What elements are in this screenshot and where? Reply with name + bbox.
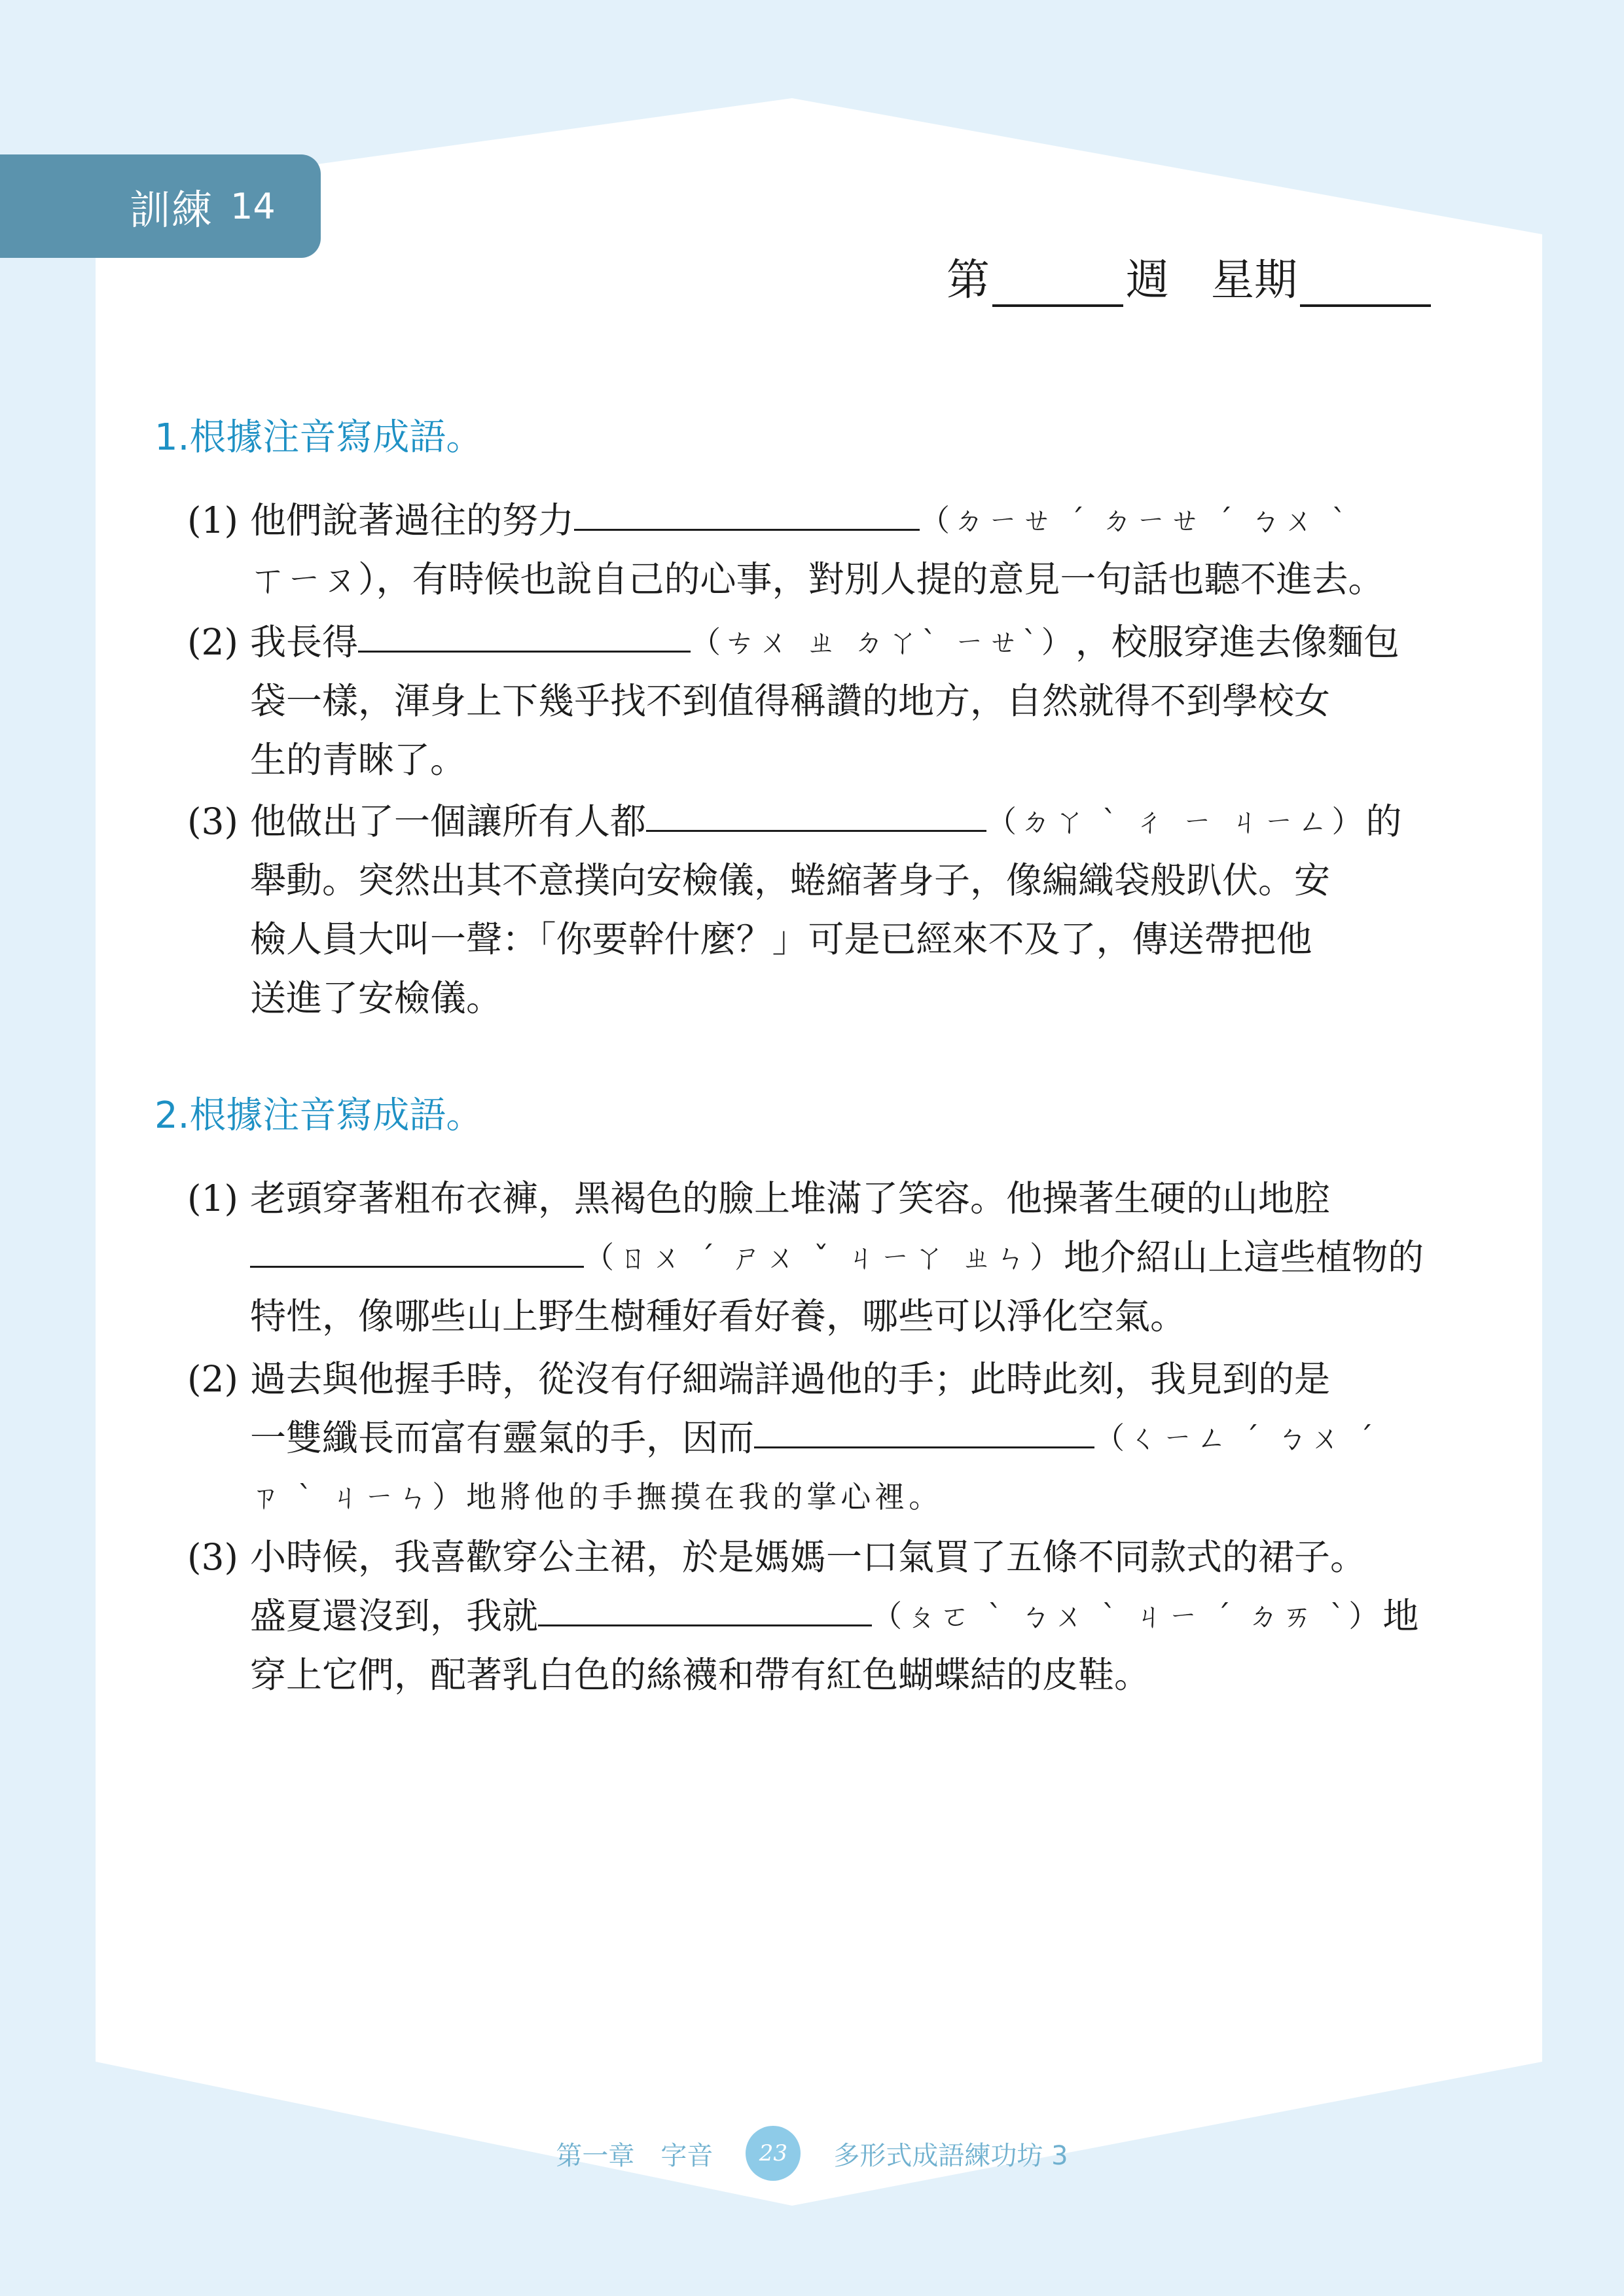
answer-blank[interactable] xyxy=(754,1408,1094,1448)
question-2-2 xyxy=(187,1350,1509,1526)
question-text: 我長得 xyxy=(250,621,359,663)
exercise-number: 14 xyxy=(230,185,276,227)
answer-blank[interactable] xyxy=(646,792,986,832)
week-day-field xyxy=(947,245,1431,307)
question-text: 檢人員大叫一聲：「你要幹什麼？」可是已經來不及了，傳送帶把他 xyxy=(250,918,1312,960)
footer-book-title: 多形式成語練功坊 3 xyxy=(833,2140,1068,2171)
exercise-tab xyxy=(0,154,321,258)
question-text: ，校服穿進去像麵包 xyxy=(1075,621,1399,663)
zhuyin-hint: （ㄖㄨ ˊ ㄕㄨ ˇ ㄐㄧㄚ ㄓㄣ） xyxy=(584,1240,1064,1275)
zhuyin-hint: （ㄘㄨ ㄓ ㄉㄚˋ ㄧㄝˋ） xyxy=(691,624,1075,660)
question-text: 送進了安檢儀。 xyxy=(250,977,503,1019)
question-text: 穿上它們，配著乳白色的絲襪和帶有紅色蝴蝶結的皮鞋。 xyxy=(250,1654,1151,1696)
footer-chapter: 第一章 xyxy=(556,2140,635,2171)
question-text: 袋一樣，渾身上下幾乎找不到值得稱讚的地方，自然就得不到學校女 xyxy=(250,680,1331,722)
question-number: (1) xyxy=(187,499,238,541)
footer-topic: 字音 xyxy=(660,2140,713,2171)
question-2-1 xyxy=(187,1169,1509,1346)
question-text: 的 xyxy=(1365,800,1402,842)
week-number-blank[interactable] xyxy=(992,266,1123,307)
zhuyin-hint: ㄗ ˋ ㄐㄧㄣ）地將他的手撫摸在我的掌心裡。 xyxy=(250,1479,943,1515)
question-text: 一雙纖長而富有靈氣的手，因而 xyxy=(250,1417,755,1459)
page-number-badge: 23 xyxy=(746,2126,801,2181)
question-number: (2) xyxy=(187,621,238,663)
week-label: 週 xyxy=(1126,255,1169,305)
zhuyin-hint: （ㄆㄛ ˋ ㄅㄨ ˋ ㄐㄧ ˊ ㄉㄞ ˋ） xyxy=(872,1598,1383,1634)
question-number: (2) xyxy=(187,1358,238,1400)
answer-blank[interactable] xyxy=(538,1587,872,1626)
question-text: 小時候，我喜歡穿公主裙，於是媽媽一口氣買了五條不同款式的裙子。 xyxy=(250,1536,1367,1578)
section-1-title: 1.根據注音寫成語。 xyxy=(154,416,483,459)
question-text: 他做出了一個讓所有人都 xyxy=(250,800,647,842)
answer-blank[interactable] xyxy=(358,613,691,653)
page-footer xyxy=(0,2121,1624,2186)
question-1-1 xyxy=(187,491,1509,609)
section-2-title: 2.根據注音寫成語。 xyxy=(154,1094,483,1137)
question-text: 過去與他握手時，從沒有仔細端詳過他的手；此時此刻，我見到的是 xyxy=(250,1358,1331,1400)
question-text: ㄒㄧㄡ），有時候也說自己的心事，對別人提的意見一句話也聽不進去。 xyxy=(250,558,1384,600)
answer-blank[interactable] xyxy=(250,1228,584,1268)
exercise-tab-label: 訓練 xyxy=(130,185,214,234)
question-text: 他們說著過往的努力 xyxy=(250,499,575,541)
weekday-label: 星期 xyxy=(1211,255,1297,305)
question-1-3 xyxy=(187,792,1509,1028)
question-text: 地介紹山上這些植物的 xyxy=(1064,1236,1424,1278)
question-2-3 xyxy=(187,1528,1509,1704)
question-text: 舉動。突然出其不意撲向安檢儀，蜷縮著身子，像編織袋般趴伏。安 xyxy=(250,859,1331,901)
question-text: 生的青睞了。 xyxy=(250,739,467,781)
zhuyin-hint: （ㄑㄧㄥ ˊ ㄅㄨ ˊ xyxy=(1094,1420,1377,1456)
question-number: (3) xyxy=(187,800,238,842)
zhuyin-hint: （ㄉㄚ ˋ ㄔ ㄧ ㄐㄧㄥ） xyxy=(986,804,1366,839)
answer-blank[interactable] xyxy=(574,491,920,531)
question-text: 老頭穿著粗布衣褲，黑褐色的臉上堆滿了笑容。他操著生硬的山地腔 xyxy=(250,1177,1331,1219)
question-text: 特性，像哪些山上野生樹種好看好養，哪些可以淨化空氣。 xyxy=(250,1295,1187,1337)
question-number: (1) xyxy=(187,1177,238,1219)
question-number: (3) xyxy=(187,1536,238,1578)
question-text: 地 xyxy=(1382,1595,1419,1637)
week-prefix: 第 xyxy=(947,255,990,305)
weekday-blank[interactable] xyxy=(1300,266,1431,307)
zhuyin-hint: （ㄉㄧㄝ ˊ ㄉㄧㄝ ˊ ㄅㄨ ˋ xyxy=(920,503,1351,538)
question-1-2 xyxy=(187,613,1509,789)
question-text: 盛夏還沒到，我就 xyxy=(250,1595,539,1637)
